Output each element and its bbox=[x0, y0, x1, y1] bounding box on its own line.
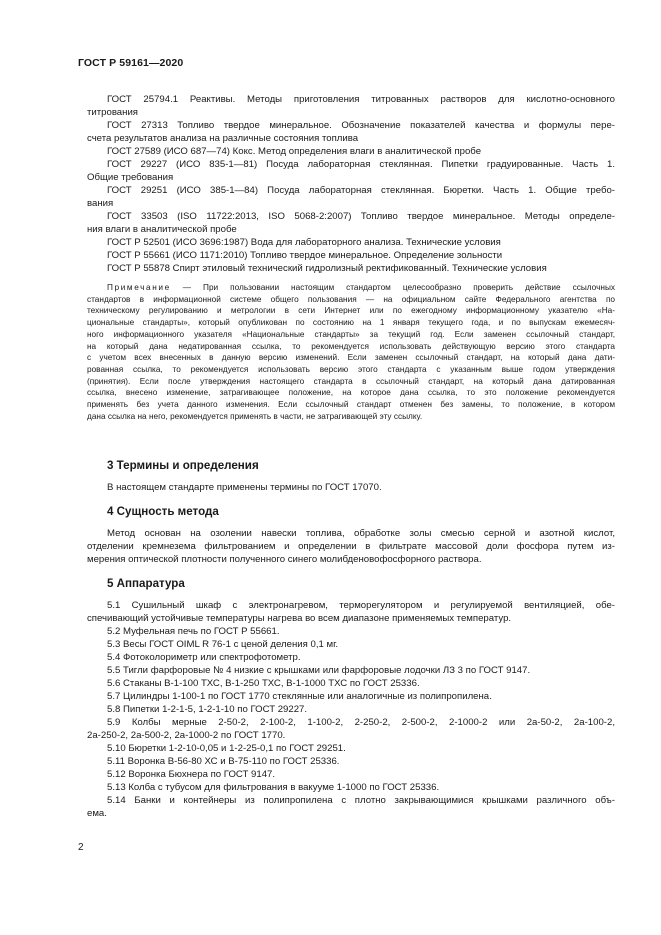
reference-line: ГОСТ 29227 (ИСО 835-1—81) Посуда лабораторная стеклянная. Пипетки градуированные. Часть 1. bbox=[107, 159, 615, 170]
section-4-line: Метод основан на озолении навески топлива, обработке золы смесью серной и азотной кислот, bbox=[107, 528, 615, 540]
section-5-line: 5.9 Колбы мерные 2-50-2, 2-100-2, 1-100-2, 2-250-2, 2-500-2, 2-1000-2 или 2а-50-2, 2а-100-2, bbox=[107, 717, 615, 729]
section-5-line: 5.11 Воронка В-56-80 ХС и В-75-110 по ГОСТ 25336. bbox=[107, 756, 340, 768]
section-5-line: 2а-250-2, 2а-500-2, 2а-1000-2 по ГОСТ 1770. bbox=[87, 730, 286, 742]
reference-line: ГОСТ 29251 (ИСО 385-1—84) Посуда лабораторная стеклянная. Бюретки. Часть 1. Общие требо- bbox=[107, 185, 615, 196]
reference-line: ГОСТ 33503 (ISO 11722:2013, ISO 5068-2:2007) Топливо твердое минеральное. Методы определе- bbox=[107, 211, 615, 222]
note-label: Примечание bbox=[107, 283, 171, 292]
reference-item bbox=[87, 184, 615, 210]
note-text: — При пользовании настоящим стандартом целесообразно проверить действие ссылочных bbox=[182, 283, 615, 292]
reference-line: Общие требования bbox=[87, 172, 174, 183]
reference-item bbox=[87, 145, 615, 158]
section-4-line: мерения оптической плотности полученного синего молибденовофосфорного раствора. bbox=[87, 554, 482, 566]
section-5-line: 5.1 Сушильный шкаф с электронагревом, терморегулятором и регулируемой вентиляцией, обе- bbox=[107, 600, 615, 612]
section-5-body bbox=[87, 599, 615, 820]
reference-line: титрования bbox=[87, 107, 138, 118]
note-line: стандартов в информационной системе общего пользования — на официальном сайте Федерального агентства по bbox=[87, 294, 615, 304]
section-3-title: 3 Термины и определения bbox=[107, 459, 259, 473]
references-list bbox=[87, 93, 615, 275]
section-5-line: 5.10 Бюретки 1-2-10-0,05 и 1-2-25-0,1 по ГОСТ 29251. bbox=[107, 743, 346, 755]
note-line: на который дана недатированная ссылка, то рекомендуется использовать действующую версию этого стандарта bbox=[87, 341, 615, 351]
reference-item bbox=[87, 158, 615, 184]
note-line bbox=[87, 282, 615, 294]
section-5-line: ема. bbox=[87, 808, 107, 820]
reference-item bbox=[87, 210, 615, 236]
reference-line: ГОСТ Р 55661 (ИСО 1171:2010) Топливо твердое минеральное. Определение зольности bbox=[107, 250, 503, 261]
section-5-line: 5.7 Цилиндры 1-100-1 по ГОСТ 1770 стеклянные или аналогичные из полипропилена. bbox=[107, 691, 492, 703]
reference-line: ГОСТ 27589 (ИСО 687—74) Кокс. Метод определения влаги в аналитической пробе bbox=[107, 146, 482, 157]
note-line: ссылка, внесено изменение, затрагивающее положение, на которое дана ссылка, то это положение рекомендуется bbox=[87, 388, 615, 398]
reference-line: ГОСТ Р 52501 (ИСО 3696:1987) Вода для лабораторного анализа. Технические условия bbox=[107, 237, 501, 248]
note-line: (принятия). Если после утверждения настоящего стандарта в ссылочный стандарт, на который дана датированная bbox=[87, 376, 615, 386]
section-5-line: 5.6 Стаканы В-1-100 ТХС, В-1-250 ТХС, В-1-1000 ТХС по ГОСТ 25336. bbox=[107, 678, 420, 690]
reference-line: вания bbox=[87, 198, 114, 209]
section-5-line: 5.4 Фотоколориметр или спектрофотометр. bbox=[107, 652, 301, 664]
note-line: рованная ссылка, то рекомендуется использовать версию этого стандарта с указанным выше годом утверждения bbox=[87, 364, 615, 374]
reference-item bbox=[87, 119, 615, 145]
page-content bbox=[87, 93, 615, 820]
section-4-line: отделении кремнезема фильтрованием и определении в фильтрате массовой доли фосфора путем из- bbox=[87, 541, 615, 553]
section-5-line: 5.12 Воронка Бюхнера по ГОСТ 9147. bbox=[107, 769, 276, 781]
page-header: ГОСТ Р 59161—2020 bbox=[78, 57, 184, 69]
note-line: техническому регулированию и метрологии в сети Интернет или по ежегодному информационному указателю «На- bbox=[87, 306, 615, 316]
section-4-body bbox=[87, 527, 615, 566]
note-line: ного информационного указателя «Национальные стандарты» за текущий год. Если заменен ссылочный стандарт, bbox=[87, 329, 615, 339]
section-5-line: 5.14 Банки и контейнеры из полипропилена с плотно закрывающимися крышками различного объ- bbox=[107, 795, 615, 807]
reference-line: ния влаги в аналитической пробе bbox=[87, 224, 237, 235]
note-line: с учетом всех внесенных в данную версию изменений. Если заменен ссылочный стандарт, на который дана дати- bbox=[87, 353, 615, 363]
note-block bbox=[87, 282, 615, 422]
reference-line: ГОСТ Р 55878 Спирт этиловый технический гидролизный ректификованный. Технические условия bbox=[107, 263, 547, 274]
section-5-line: 5.8 Пипетки 1-2-1-5, 1-2-1-10 по ГОСТ 29227. bbox=[107, 704, 308, 716]
note-line: применять без учета данного изменения. Если ссылочный стандарт отменен без замены, то положение, в котором bbox=[87, 400, 615, 410]
section-5-title: 5 Аппаратура bbox=[107, 577, 185, 591]
reference-line: ГОСТ 25794.1 Реактивы. Методы приготовления титрованных растворов для кислотно-основного bbox=[107, 94, 615, 105]
reference-line: ГОСТ 27313 Топливо твердое минеральное. Обозначение показателей качества и формулы пере- bbox=[107, 120, 615, 131]
reference-item bbox=[87, 236, 615, 249]
reference-line: счета результатов анализа на различные состояния топлива bbox=[87, 133, 359, 144]
section-5-line: спечивающий устойчивые температуры нагрева во всем диапазоне применяемых температур. bbox=[87, 613, 512, 625]
section-3-text: В настоящем стандарте применены термины по ГОСТ 17070. bbox=[107, 482, 382, 494]
note-line: дана ссылка на него, рекомендуется применять в части, не затрагивающей эту ссылку. bbox=[87, 411, 423, 421]
section-5-line: 5.13 Колба с тубусом для фильтрования в вакууме 1-1000 по ГОСТ 25336. bbox=[107, 782, 440, 794]
section-5-line: 5.5 Тигли фарфоровые № 4 низкие с крышками или фарфоровые лодочки ЛЗ 3 по ГОСТ 9147. bbox=[107, 665, 531, 677]
page-number: 2 bbox=[78, 842, 84, 853]
section-4-title: 4 Сущность метода bbox=[107, 505, 219, 519]
section-5-line: 5.2 Муфельная печь по ГОСТ Р 55661. bbox=[107, 626, 280, 638]
note-line: циональные стандарты», который опубликован по состоянию на 1 января текущего года, и по выпускам ежемесяч- bbox=[87, 318, 615, 328]
section-5-line: 5.3 Весы ГОСТ OIML R 76-1 с ценой деления 0,1 мг. bbox=[107, 639, 339, 651]
reference-item bbox=[87, 262, 615, 275]
reference-item bbox=[87, 93, 615, 119]
reference-item bbox=[87, 249, 615, 262]
